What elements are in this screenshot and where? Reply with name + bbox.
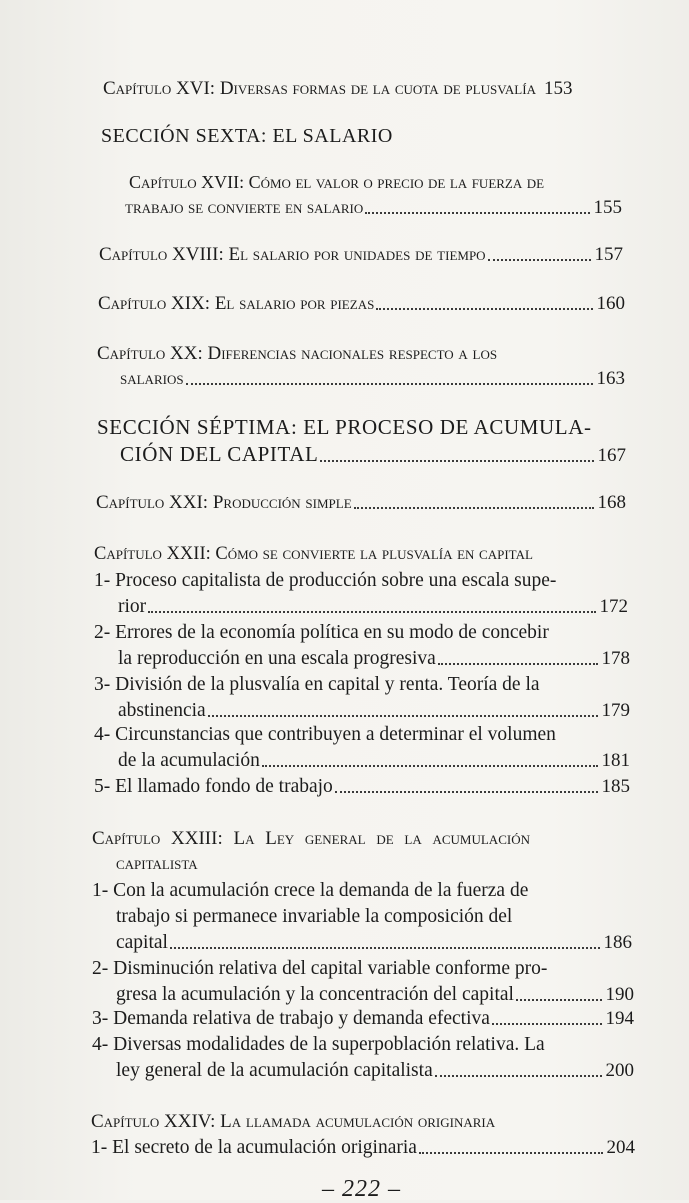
entry-title: gresa la acumulación y la concentración del capital: [116, 984, 514, 1005]
toc-entry-chapter-23-title-line1: Capítulo XXIII: La Ley general de la acumulación: [92, 828, 530, 849]
subentry-22-3-line1: 3- División de la plusvalía en capital y renta. Teoría de la: [94, 674, 540, 695]
toc-entry-chapter-20-line1: Capítulo XX: Diferencias nacionales respecto a los: [97, 343, 498, 364]
entry-title: Capítulo XVIII: El salario por unidades de tiempo: [99, 244, 486, 265]
subentry-22-2-line1: 2- Errores de la economía política en su modo de concebir: [94, 622, 549, 643]
entry-page: 190: [605, 984, 634, 1005]
entry-page: 168: [597, 492, 626, 513]
entry-page: 186: [603, 932, 632, 953]
entry-page: 155: [593, 197, 622, 218]
toc-entry-chapter-23-title-line2: capitalista: [116, 853, 198, 873]
leader-dots: [438, 662, 598, 665]
leader-dots: [354, 506, 594, 509]
entry-title: ley general de la acumulación capitalista: [116, 1060, 433, 1081]
toc-entry-chapter-18: [99, 244, 623, 266]
subentry-23-2: [116, 984, 634, 1006]
subentry-23-1-line1: 1- Con la acumulación crece la demanda de la fuerza de: [92, 880, 529, 901]
subentry-23-4: [116, 1060, 634, 1082]
subentry-24-1: [91, 1137, 635, 1159]
entry-title: salarios: [120, 368, 184, 389]
leader-dots: [376, 307, 592, 310]
entry-title: abstinencia: [118, 700, 206, 721]
leader-dots: [262, 764, 598, 767]
toc-entry-chapter-16: [103, 78, 618, 100]
section-heading-septima-line1: SECCIÓN SÉPTIMA: EL PROCESO DE ACUMULA-: [97, 415, 592, 439]
entry-page: 172: [599, 596, 628, 617]
entry-page: 153: [543, 78, 573, 99]
entry-page: 181: [601, 750, 630, 771]
page-number: – 222 –: [322, 1176, 401, 1202]
leader-dots: [365, 211, 589, 214]
toc-entry-chapter-19: [98, 293, 625, 315]
leader-dots: [419, 1151, 603, 1154]
leader-dots: [488, 258, 591, 261]
entry-page: 157: [594, 244, 623, 265]
subentry-23-4-line1: 4- Diversas modalidades de la superpoblación relativa. La: [92, 1034, 545, 1055]
entry-page: 167: [597, 445, 626, 466]
entry-title: Capítulo XVI: Diversas formas de la cuota de plusvalía: [103, 78, 536, 99]
section-heading-septima: [120, 442, 626, 467]
leader-dots: [186, 382, 593, 385]
subentry-23-1-line2: trabajo si permanece invariable la composición del: [116, 906, 513, 927]
subentry-22-2: [118, 648, 630, 670]
leader-dots: [435, 1074, 602, 1077]
entry-title: de la acumulación: [118, 750, 260, 771]
entry-page: 200: [605, 1060, 634, 1081]
toc-entry-chapter-17: [125, 197, 622, 219]
leader-dots: [320, 459, 593, 462]
entry-title: la reproducción en una escala progresiva: [118, 648, 436, 669]
entry-page: 178: [601, 648, 630, 669]
toc-entry-chapter-17-line1: Capítulo XVII: Cómo el valor o precio de la fuerza de: [129, 172, 545, 192]
toc-entry-chapter-24-title: Capítulo XXIV: La llamada acumulación originaria: [91, 1111, 496, 1132]
subentry-23-1: [116, 932, 632, 954]
entry-page: 163: [596, 368, 625, 389]
leader-dots: [335, 790, 598, 793]
entry-title: rior: [118, 596, 147, 617]
subentry-22-3: [118, 700, 630, 722]
leader-dots: [208, 714, 598, 717]
subentry-23-3: [92, 1008, 634, 1030]
toc-entry-chapter-22-title: Capítulo XXII: Cómo se convierte la plusvalía en capital: [94, 544, 533, 564]
section-heading-sexta: SECCIÓN SEXTA: EL SALARIO: [101, 125, 393, 147]
entry-page: 185: [601, 776, 630, 797]
toc-entry-chapter-20: [120, 368, 625, 390]
entry-title: CIÓN DEL CAPITAL: [120, 442, 319, 466]
entry-title: 3- Demanda relativa de trabajo y demanda efectiva: [92, 1008, 490, 1029]
entry-page: 179: [601, 700, 630, 721]
subentry-22-5: [94, 776, 630, 798]
entry-title: Capítulo XIX: El salario por piezas: [98, 293, 375, 314]
toc-entry-chapter-21: [96, 492, 626, 514]
entry-title: 1- El secreto de la acumulación originaria: [91, 1137, 417, 1158]
subentry-22-4: [118, 750, 630, 772]
entry-page: 204: [606, 1137, 635, 1158]
entry-page: 194: [605, 1008, 634, 1029]
subentry-22-1-line1: 1- Proceso capitalista de producción sobre una escala supe-: [94, 570, 557, 591]
leader-dots: [170, 946, 600, 949]
entry-title: Capítulo XXI: Producción simple: [96, 492, 352, 513]
subentry-23-2-line1: 2- Disminución relativa del capital variable conforme pro-: [92, 958, 548, 979]
entry-title: trabajo se convierte en salario: [125, 197, 364, 217]
entry-title: 5- El llamado fondo de trabajo: [94, 776, 333, 797]
subentry-22-4-line1: 4- Circunstancias que contribuyen a determinar el volumen: [94, 724, 556, 745]
entry-title: capital: [116, 932, 168, 953]
leader-dots: [148, 610, 595, 613]
leader-dots: [516, 998, 602, 1001]
subentry-22-1: [118, 596, 628, 618]
leader-dots: [492, 1022, 602, 1025]
entry-page: 160: [596, 293, 625, 314]
